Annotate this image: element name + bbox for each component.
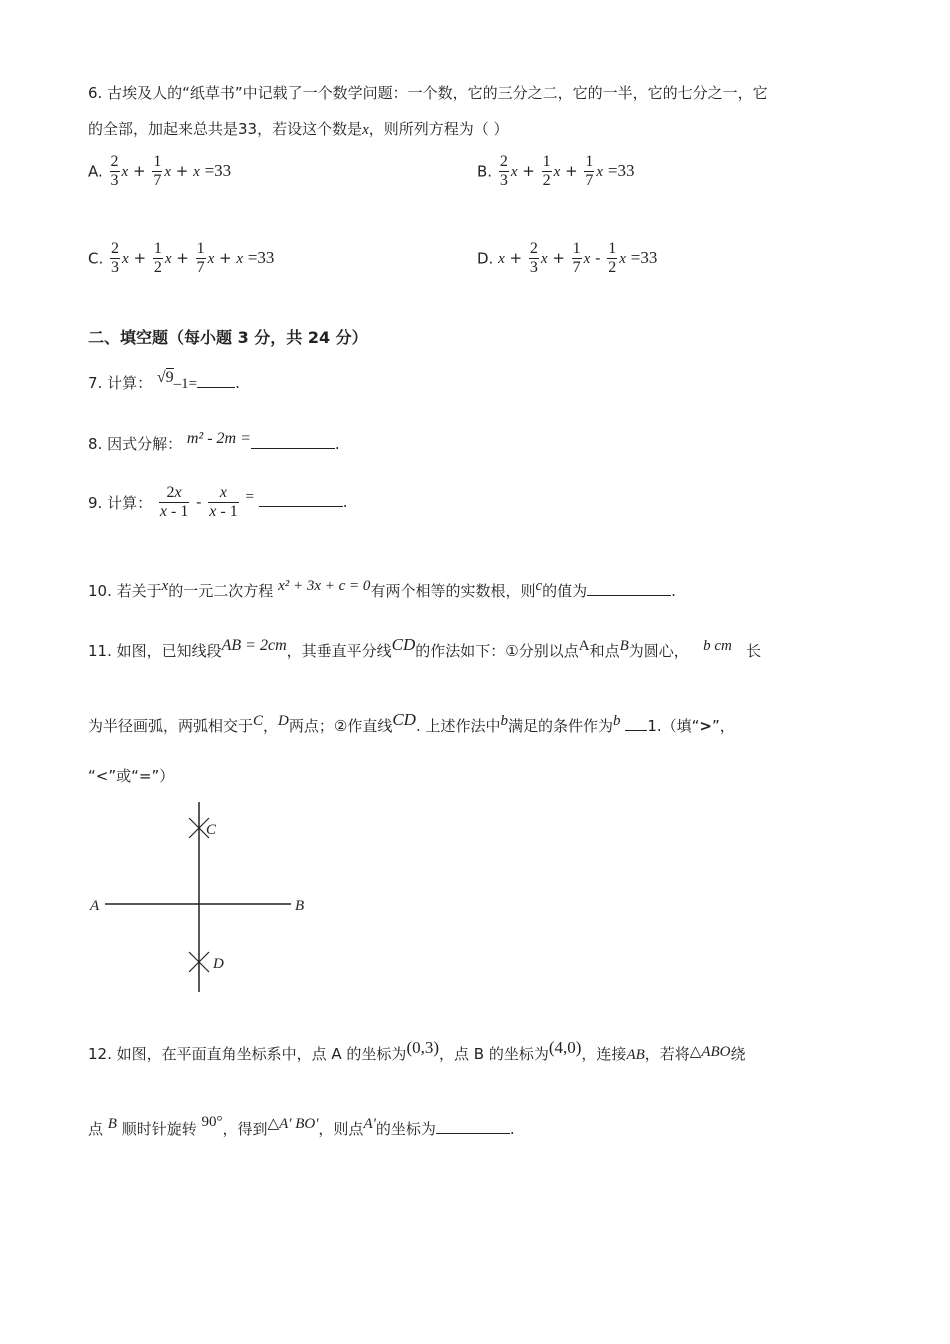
option-label: C. xyxy=(88,249,104,268)
q6-line1: 6. 古埃及人的“纸草书”中记载了一个数学问题：一个数，它的三分之二，它的一半，它的七分之一，它 xyxy=(88,84,768,102)
perpendicular-bisector-figure xyxy=(88,800,318,995)
option-label: D. xyxy=(477,249,494,268)
option-a[interactable]: A. $\frac{2}{3}$ x + $\frac{1}{7}$ x + x =33 xyxy=(88,153,232,189)
q12-line2: 点 B 顺时针旋转 90°，得到△A' BO'，则点A'的坐标为 . xyxy=(88,1114,515,1138)
q11-line1: 11. 如图，已知线段AB = 2cm，其垂直平分线CD的作法如下：①分别以点A和点B为圆心， b cm 长 xyxy=(88,635,762,660)
option-label: B. xyxy=(477,162,493,181)
answer-blank[interactable] xyxy=(436,1119,510,1134)
q7: 7. 计算： √9–1= . xyxy=(88,369,240,392)
q12-line1: 12. 如图，在平面直角坐标系中，点 A 的坐标为(0,3)，点 B 的坐标为(4,0)，连接AB，若将△ABO绕 xyxy=(88,1038,746,1063)
option-b[interactable]: B. $\frac{2}{3}$ x + $\frac{1}{2}$ x + $\frac{1}{7}$ x =33 xyxy=(477,153,635,189)
q9: 9. 计算： $\frac{2x}{x - 1}$ - $\frac{x}{x - 1}$ = . xyxy=(88,484,348,520)
label-d: D xyxy=(213,956,224,972)
q11-line2: 为半径画弧，两弧相交于C，D两点；②作直线CD. 上述作法中b满足的条件作为b 1.（填“>”， xyxy=(88,710,735,735)
option-d[interactable]: D. x + $\frac{2}{3}$ x + $\frac{1}{7}$ x - $\frac{1}{2}$ x =33 xyxy=(477,240,658,276)
q8: 8. 因式分解： m² - 2m = . xyxy=(88,430,340,453)
q11-line3: “<”或“=”） xyxy=(88,767,175,785)
answer-blank[interactable] xyxy=(251,434,335,449)
q10: 10. 若关于x的一元二次方程 x² + 3x + c = 0有两个相等的实数根，则c的值为 . xyxy=(88,578,676,600)
answer-blank[interactable] xyxy=(259,492,343,507)
answer-blank[interactable] xyxy=(587,581,671,596)
answer-blank[interactable] xyxy=(625,716,647,731)
q6-line2: 的全部，加起来总共是33，若设这个数是x，则所列方程为（ ） xyxy=(88,120,509,138)
answer-blank[interactable] xyxy=(197,373,235,388)
label-a: A xyxy=(90,898,100,914)
label-b: B xyxy=(295,898,305,914)
label-c: C xyxy=(206,822,217,838)
option-c[interactable]: C. $\frac{2}{3}$ x + $\frac{1}{2}$ x + $\frac{1}{7}$ x + x =33 xyxy=(88,240,275,276)
option-label: A. xyxy=(88,162,103,181)
section-heading: 二、填空题（每小题 3 分，共 24 分） xyxy=(88,328,368,347)
